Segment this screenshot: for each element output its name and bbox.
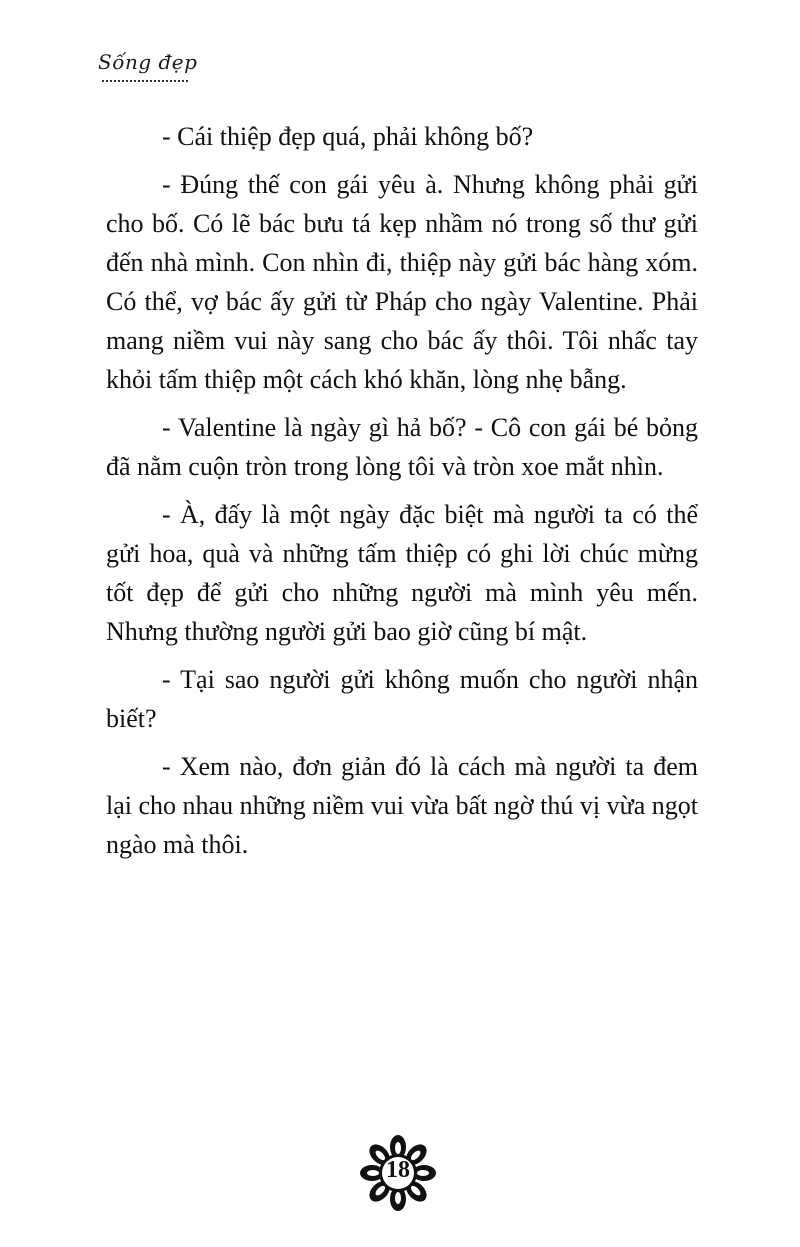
paragraph: - Tại sao người gửi không muốn cho người nhận biết? <box>106 665 698 733</box>
paragraph: - Cái thiệp đẹp quá, phải không bố? <box>162 122 534 151</box>
paragraph: - Đúng thế con gái yêu à. Nhưng không phải gửi cho bố. Có lẽ bác bưu tá kẹp nhầm nó trong số thư gửi đến nhà mình. Con nhìn đi, thiệp này gửi bác hàng xóm. Có thể, vợ bác ấy gửi từ Pháp cho ngày Valentine. Phải mang niềm vui này sang cho bác ấy thôi. Tôi nhấc tay khỏi tấm thiệp một cách khó khăn, lòng nhẹ bẫng. <box>106 170 698 394</box>
paragraph: - Valentine là ngày gì hả bố? - Cô con gái bé bỏng đã nằm cuộn tròn trong lòng tôi và tròn xoe mắt nhìn. <box>106 413 698 481</box>
paragraph: - À, đấy là một ngày đặc biệt mà người ta có thể gửi hoa, quà và những tấm thiệp có ghi lời chúc mừng tốt đẹp để gửi cho những người mà mình yêu mến. Nhưng thường người gửi bao giờ cũng bí mật. <box>106 500 698 646</box>
page-number: 18 <box>386 1157 410 1183</box>
running-header-dotted-rule <box>102 80 188 82</box>
paragraph: - Xem nào, đơn giản đó là cách mà người ta đem lại cho nhau những niềm vui vừa bất ngờ thú vị vừa ngọt ngào mà thôi. <box>106 752 698 859</box>
running-header-title: Sống đẹp <box>98 50 198 74</box>
running-header <box>98 50 208 90</box>
page-number-ornament <box>358 1133 438 1213</box>
page-body <box>106 117 698 873</box>
